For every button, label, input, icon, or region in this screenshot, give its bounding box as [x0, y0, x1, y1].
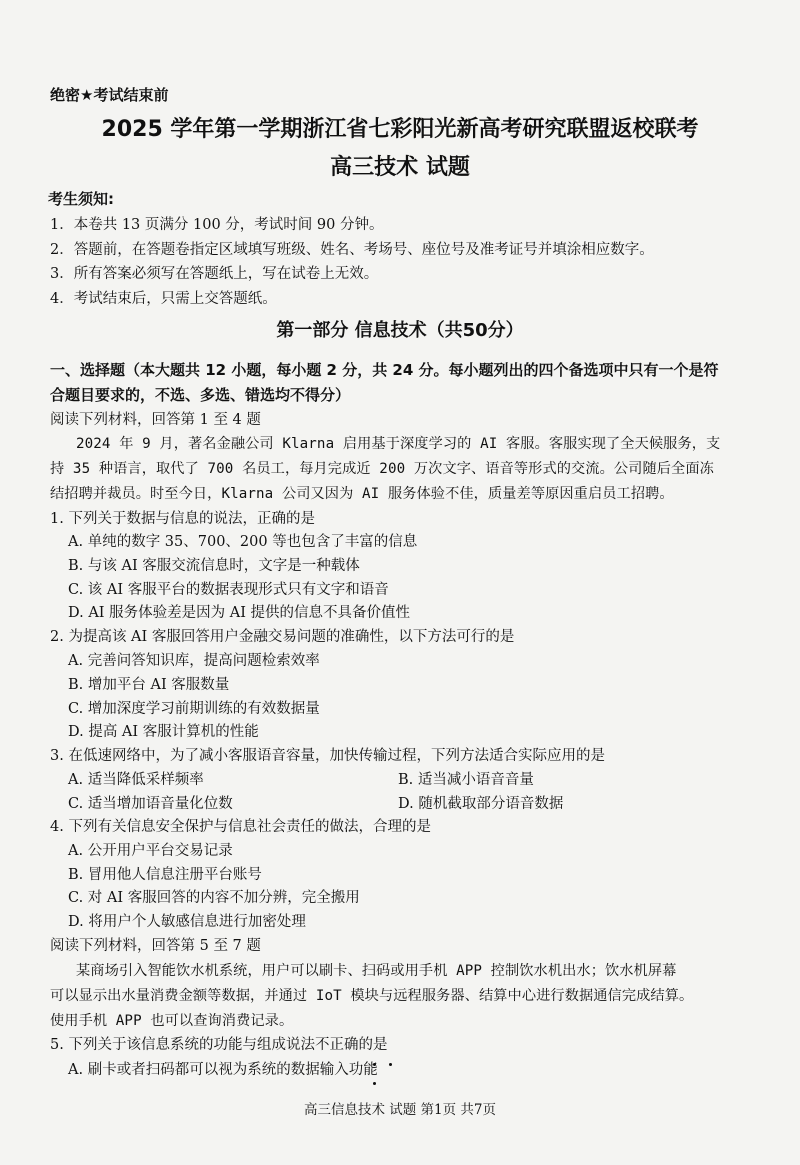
notice-item: 4．考试结束后，只需上交答题纸。 [50, 291, 277, 307]
question-stem: 5. 下列关于该信息系统的功能与组成说法不正确的是 [50, 1037, 388, 1053]
question-option: C. 增加深度学习前期训练的有效数据量 [68, 701, 320, 717]
notice-item: 1．本卷共 13 页满分 100 分，考试时间 90 分钟。 [50, 217, 384, 233]
passage-line: 2024 年 9 月，著名金融公司 Klarna 启用基于深度学习的 AI 客服。客服实现了全天候服务，支 [76, 436, 721, 452]
question-stem: 1. 下列关于数据与信息的说法，正确的是 [50, 511, 315, 527]
question-option: A. 刷卡或者扫码都可以视为系统的数据输入功能 [68, 1062, 378, 1078]
passage-line: 某商场引入智能饮水机系统，用户可以刷卡、扫码或用手机 APP 控制饮水机出水；饮水机屏幕 [76, 963, 677, 979]
question-option: C. 该 AI 客服平台的数据表现形式只有文字和语音 [68, 582, 389, 598]
question-option: D. 提高 AI 客服计算机的性能 [68, 724, 259, 740]
question-option: B. 冒用他人信息注册平台账号 [68, 867, 262, 883]
question-option: A. 完善问答知识库，提高问题检索效率 [68, 653, 320, 669]
question-option: A. 适当降低采样频率 [68, 772, 204, 788]
section-heading: 一、选择题（本大题共 12 小题，每小题 2 分，共 24 分。每小题列出的四个备选项中只有一个是符 [50, 361, 719, 379]
reading-instruction: 阅读下列材料，回答第 5 至 7 题 [50, 938, 261, 954]
notice-title: 考生须知: [48, 190, 114, 208]
emphasis-dots [373, 1051, 409, 1055]
question-stem: 2. 为提高该 AI 客服回答用户金融交易问题的准确性，以下方法可行的是 [50, 629, 515, 645]
part-title: 第一部分 信息技术（共50分） [276, 320, 524, 341]
question-option: C. 对 AI 客服回答的内容不加分辨，完全搬用 [68, 890, 360, 906]
question-option: D. 将用户个人敏感信息进行加密处理 [68, 914, 306, 930]
question-option: B. 增加平台 AI 客服数量 [68, 677, 230, 693]
question-option: A. 单纯的数字 35、700、200 等也包含了丰富的信息 [68, 534, 418, 550]
passage-line: 可以显示出水量消费金额等数据，并通过 IoT 模块与远程服务器、结算中心进行数据通信完成结算。 [50, 988, 694, 1004]
question-option: B. 与该 AI 客服交流信息时，文字是一种载体 [68, 558, 360, 574]
question-option: D. AI 服务体验差是因为 AI 提供的信息不具备价值性 [68, 605, 411, 621]
question-option: A. 公开用户平台交易记录 [68, 843, 233, 859]
question-stem: 4. 下列有关信息安全保护与信息社会责任的做法，合理的是 [50, 819, 431, 835]
exam-subtitle: 高三技术 试题 [330, 155, 470, 180]
exam-title: 2025 学年第一学期浙江省七彩阳光新高考研究联盟返校联考 [101, 117, 699, 142]
notice-item: 3．所有答案必须写在答题纸上，写在试卷上无效。 [50, 266, 379, 282]
question-option: D. 随机截取部分语音数据 [398, 796, 564, 812]
question-stem: 3. 在低速网络中，为了减小客服语音容量，加快传输过程，下列方法适合实际应用的是 [50, 748, 605, 764]
confidential-label: 绝密★考试结束前 [50, 86, 169, 104]
passage-line: 结招聘并裁员。时至今日，Klarna 公司又因为 AI 服务体验不佳，质量差等原因重启员工招聘。 [50, 486, 674, 502]
passage-line: 使用手机 APP 也可以查询消费记录。 [50, 1013, 294, 1029]
page-footer: 高三信息技术 试题 第1页 共7页 [303, 1102, 497, 1118]
question-option: B. 适当减小语音音量 [398, 772, 534, 788]
section-heading-cont: 合题目要求的，不选、多选、错选均不得分） [50, 386, 351, 404]
reading-instruction: 阅读下列材料，回答第 1 至 4 题 [50, 412, 261, 428]
notice-item: 2．答题前，在答题卷指定区域填写班级、姓名、考场号、座位号及准考证号并填涂相应数字。 [50, 242, 654, 258]
question-option: C. 适当增加语音量化位数 [68, 796, 233, 812]
passage-line: 持 35 种语言，取代了 700 名员工，每月完成近 200 万次文字、语音等形式的交流。公司随后全面冻 [50, 461, 714, 477]
